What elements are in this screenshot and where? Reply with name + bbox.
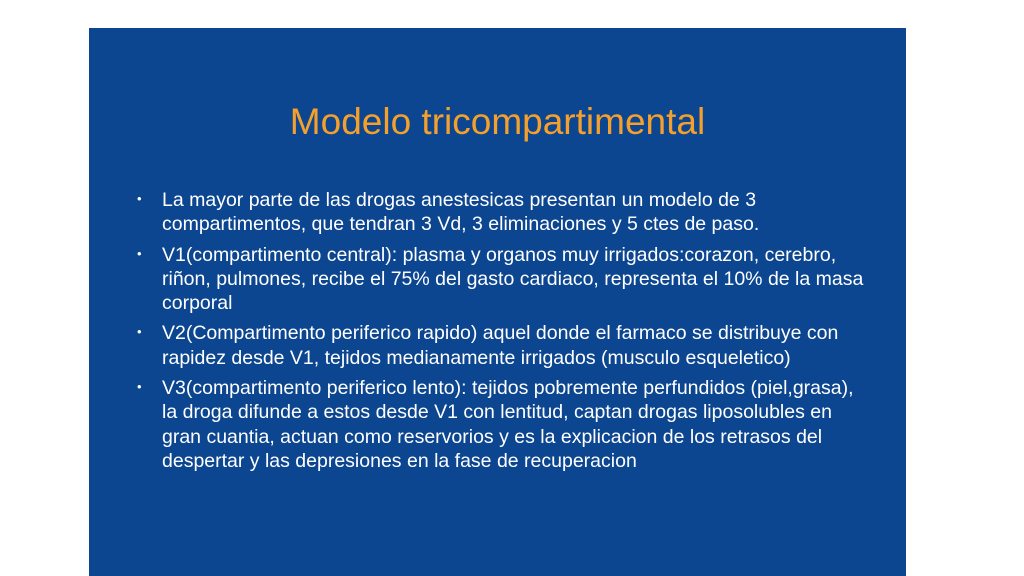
bullet-text: V1(compartimento central): plasma y organos muy irrigados:corazon, cerebro, riñon, pulmones, recibe el 75% del gasto cardiaco, representa el 10% de la masa corporal	[162, 243, 864, 315]
slide-title: Modelo tricompartimental	[289, 101, 706, 142]
bullet-item	[137, 243, 867, 316]
bullet-text: La mayor parte de las drogas anestesicas presentan un modelo de 3 compartimentos, que tendran 3 Vd, 3 eliminaciones y 5 ctes de paso.	[162, 189, 760, 236]
bullet-dot-icon: •	[137, 379, 142, 395]
slide	[89, 28, 906, 576]
bullet-item	[137, 376, 867, 473]
bullet-text: V2(Compartimento periferico rapido) aquel donde el farmaco se distribuye con rapidez desde V1, tejidos medianamente irrigados (musculo esqueletico)	[162, 322, 839, 369]
bullet-text: V3(compartimento periferico lento): tejidos pobremente perfundidos (piel,grasa), la droga difunde a estos desde V1 con lentitud, captan drogas liposolubles en gran cuantia, actuan como reservorios y es la explicacion de los retrasos del despertar y las depresiones en la fase de recuperacion	[162, 377, 854, 472]
bullet-dot-icon: •	[137, 245, 142, 261]
bullet-item	[137, 321, 867, 370]
bullet-item	[137, 188, 867, 237]
bullet-dot-icon: •	[137, 324, 142, 340]
bullet-list	[137, 188, 867, 479]
bullet-dot-icon: •	[137, 191, 142, 206]
